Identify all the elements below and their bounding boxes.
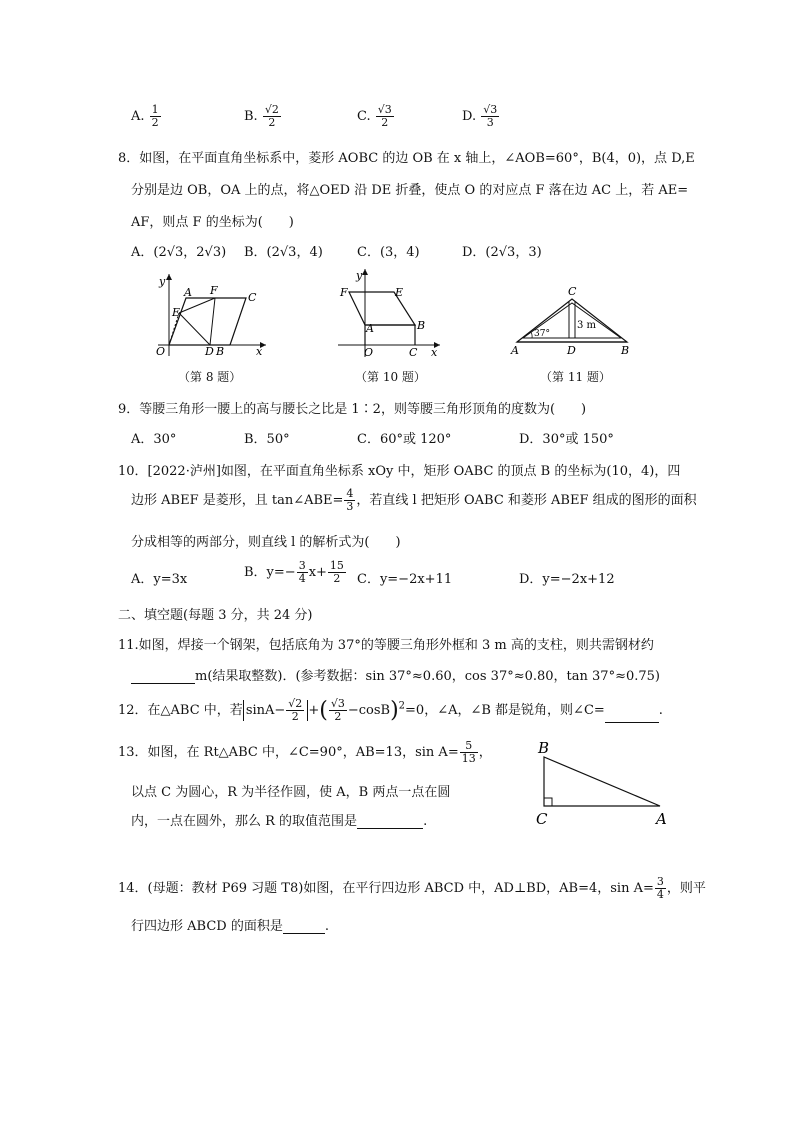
q10-line1: 10．[2022·泸州]如图，在平面直角坐标系 xOy 中，矩形 OABC 的顶点 B 的坐标为(10，4)，四 (118, 464, 681, 479)
q7-option-c: C. $\frac{√3}{2}$ (357, 103, 392, 129)
q12-line: 12．在△ABC 中，若 sinA− $\frac{√2}{2}$ +( $\frac{√3}{2}$ −cosB)$^2$=0，∠A，∠B 都是锐角，则∠C= . (118, 697, 663, 723)
q8-option-b: B．(2√3，4) (244, 245, 323, 260)
q7-b-num: √2 (264, 103, 279, 116)
fig8-label-c: C (248, 291, 257, 304)
fig8-label-o: O (156, 345, 166, 358)
q9-option-a: A．30° (131, 432, 177, 447)
q7-a-den: 2 (151, 116, 159, 129)
q7-d-den: 3 (486, 116, 494, 129)
q12-answer-blank[interactable] (605, 722, 659, 723)
fig11-label-b: B (621, 344, 630, 357)
fig8-label-y: y (159, 275, 166, 288)
fig10-label-o: O (364, 346, 374, 359)
q7-c-den: 2 (381, 116, 389, 129)
fig8-label-d: D (205, 345, 214, 358)
fig10-label-b: B (417, 319, 426, 332)
q14-line2: 行四边形 ABCD 的面积是 . (131, 919, 329, 934)
q10-option-b: B．y=− $\frac{3}{4}$ x+ $\frac{15}{2}$ (244, 559, 344, 585)
q9-option-b: B．50° (244, 432, 290, 447)
fig11-label-angle: 37° (534, 329, 550, 339)
fig10-label-x: x (431, 346, 438, 359)
fig13-label-c: C (536, 810, 548, 828)
fig10-label-e: E (395, 286, 404, 299)
figure-8 (150, 270, 270, 360)
q7-b-den: 2 (268, 116, 276, 129)
q8-option-a: A．(2√3，2√3) (131, 245, 227, 260)
q13-line3: 内，一点在圆外，那么 R 的取值范围是 . (131, 814, 428, 829)
q10-line2: 边形 ABEF 是菱形，且 tan∠ABE= $\frac{4}{3}$ ，若直线 l 把矩形 OABC 和菱形 ABEF 组成的图形的面积 (131, 487, 697, 513)
fig11-label-a: A (511, 344, 519, 357)
q12-abs-term: sinA− $\frac{√2}{2}$ (243, 700, 309, 721)
fig8-label-a: A (184, 286, 192, 299)
q7-option-b: B. $\frac{√2}{2}$ (244, 103, 279, 129)
q11-line1: 11.如图，焊接一个钢架，包括底角为 37°的等腰三角形外框和 3 m 高的支柱，则共需钢材约 (118, 638, 654, 653)
q7-a-num: 1 (151, 103, 159, 116)
q11-answer-blank[interactable] (131, 683, 195, 684)
fig10-label-a: A (366, 322, 374, 335)
q10-option-a: A．y=3x (131, 572, 188, 587)
q13-line1: 13．如图，在 Rt△ABC 中，∠C=90°，AB=13，sin A= $\frac{5}{13}$ ， (118, 739, 492, 765)
q9-option-d: D．30°或 150° (519, 432, 614, 447)
fig8-label-b: B (216, 345, 225, 358)
q7-d-num: √3 (483, 103, 498, 116)
section-2-title: 二、填空题(每题 3 分，共 24 分) (118, 608, 313, 623)
q8-line2: 分别是边 OB，OA 上的点，将△OED 沿 DE 折叠，使点 O 的对应点 F 落在边 AC 上，若 AE= (131, 183, 689, 198)
q7-c-num: √3 (377, 103, 392, 116)
q8-line3: AF，则点 F 的坐标为( ) (131, 215, 294, 230)
fig10-label-c: C (409, 346, 418, 359)
q9-option-c: C．60°或 120° (357, 432, 452, 447)
figure-11-caption: （第 11 题） (540, 370, 611, 384)
q10-option-c: C．y=−2x+11 (357, 572, 453, 587)
q8-line1: 8．如图，在平面直角坐标系中，菱形 AOBC 的边 OB 在 x 轴上，∠AOB=60°，B(4，0)，点 D,E (118, 151, 695, 166)
figure-10-caption: （第 10 题） (355, 370, 426, 384)
q9-text: 9．等腰三角形一腰上的高与腰长之比是 1∶2，则等腰三角形顶角的度数为( ) (118, 402, 587, 417)
q7-option-a: A. $\frac{1}{2}$ (131, 103, 159, 129)
fig10-label-f: F (340, 286, 348, 299)
fig11-label-d: D (567, 344, 576, 357)
fig8-label-f: F (210, 284, 218, 297)
fig13-label-b: B (538, 739, 550, 757)
figure-13 (530, 735, 680, 830)
q7-option-d: D. $\frac{√3}{3}$ (462, 103, 498, 129)
fig8-label-e: E (172, 306, 181, 319)
fig11-label-height: 3 m (577, 320, 597, 331)
q10-line3: 分成相等的两部分，则直线 l 的解析式为( ) (131, 535, 401, 550)
fig8-label-x: x (256, 345, 263, 358)
fig13-label-a: A (656, 810, 667, 828)
q10-option-d: D．y=−2x+12 (519, 572, 615, 587)
q8-option-d: D．(2√3，3) (462, 245, 542, 260)
fig11-label-c: C (568, 285, 577, 298)
figure-10 (330, 265, 445, 360)
fig10-label-y: y (356, 269, 363, 282)
q8-option-c: C．(3，4) (357, 245, 420, 260)
q13-answer-blank[interactable] (357, 828, 423, 829)
q13-line2: 以点 C 为圆心，R 为半径作圆，使 A，B 两点一点在圆 (131, 785, 451, 800)
q14-answer-blank[interactable] (283, 933, 325, 934)
q11-line2: m(结果取整数)．(参考数据：sin 37°≈0.60，cos 37°≈0.80，tan 37°≈0.75) (131, 665, 660, 684)
figure-11 (505, 283, 640, 358)
q14-line1: 14．(母题：教材 P69 习题 T8)如图，在平行四边形 ABCD 中，AD⊥BD，AB=4，sin A= $\frac{3}{4}$ ，则平 (118, 875, 706, 901)
figure-8-caption: （第 8 题） (178, 370, 242, 384)
